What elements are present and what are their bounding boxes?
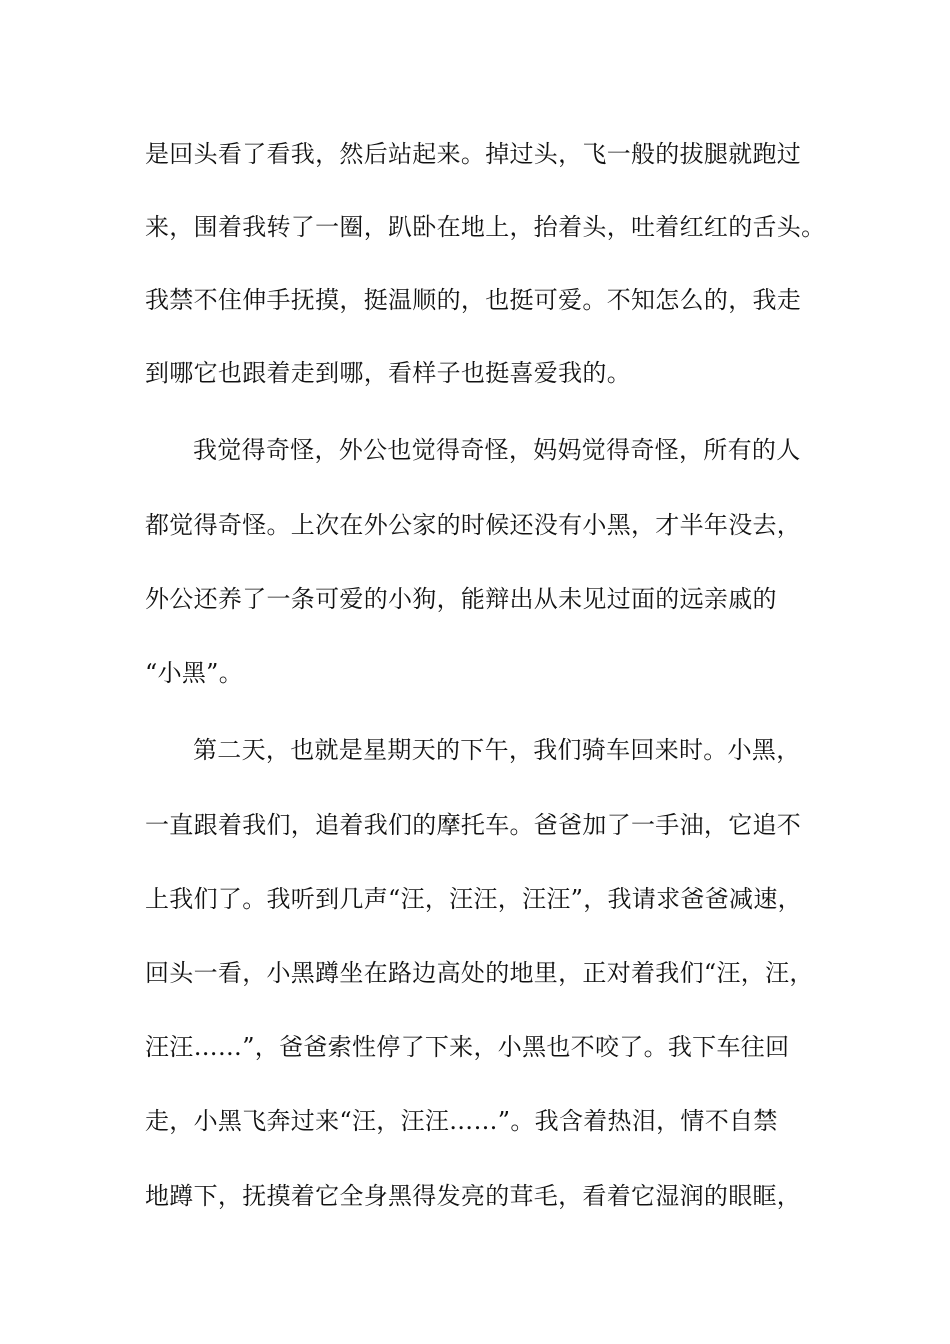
text-line: 我禁不住伸手抚摸，挺温顺的，也挺可爱。不知怎么的，我走 bbox=[145, 286, 802, 314]
text-line: 都觉得奇怪。上次在外公家的时候还没有小黑，才半年没去， bbox=[145, 511, 802, 539]
text-line: 回头一看，小黑蹲坐在路边高处的地里，正对着我们“汪，汪， bbox=[145, 959, 814, 987]
text-line: 来，围着我转了一圈，趴卧在地上，抬着头，吐着红红的舌头。 bbox=[145, 213, 826, 241]
text-line: 汪汪……”，爸爸索性停了下来，小黑也不咬了。我下车往回 bbox=[145, 1033, 790, 1061]
text-line: “小黑”。 bbox=[145, 659, 244, 687]
text-line: 走，小黑飞奔过来“汪，汪汪……”。我含着热泪，情不自禁 bbox=[145, 1107, 778, 1135]
text-line: 我觉得奇怪，外公也觉得奇怪，妈妈觉得奇怪，所有的人 bbox=[193, 436, 801, 464]
text-line: 地蹲下，抚摸着它全身黑得发亮的茸毛，看着它湿润的眼眶， bbox=[145, 1182, 802, 1210]
text-line: 上我们了。我听到几声“汪，汪汪，汪汪”，我请求爸爸减速， bbox=[145, 885, 802, 913]
text-line: 到哪它也跟着走到哪，看样子也挺喜爱我的。 bbox=[145, 359, 631, 387]
text-line: 外公还养了一条可爱的小狗，能辩出从未见过面的远亲戚的 bbox=[145, 585, 777, 613]
text-line: 第二天，也就是星期天的下午，我们骑车回来时。小黑， bbox=[193, 736, 801, 764]
text-line: 是回头看了看我，然后站起来。掉过头，飞一般的拔腿就跑过 bbox=[145, 140, 802, 168]
text-line: 一直跟着我们，追着我们的摩托车。爸爸加了一手油，它追不 bbox=[145, 811, 802, 839]
